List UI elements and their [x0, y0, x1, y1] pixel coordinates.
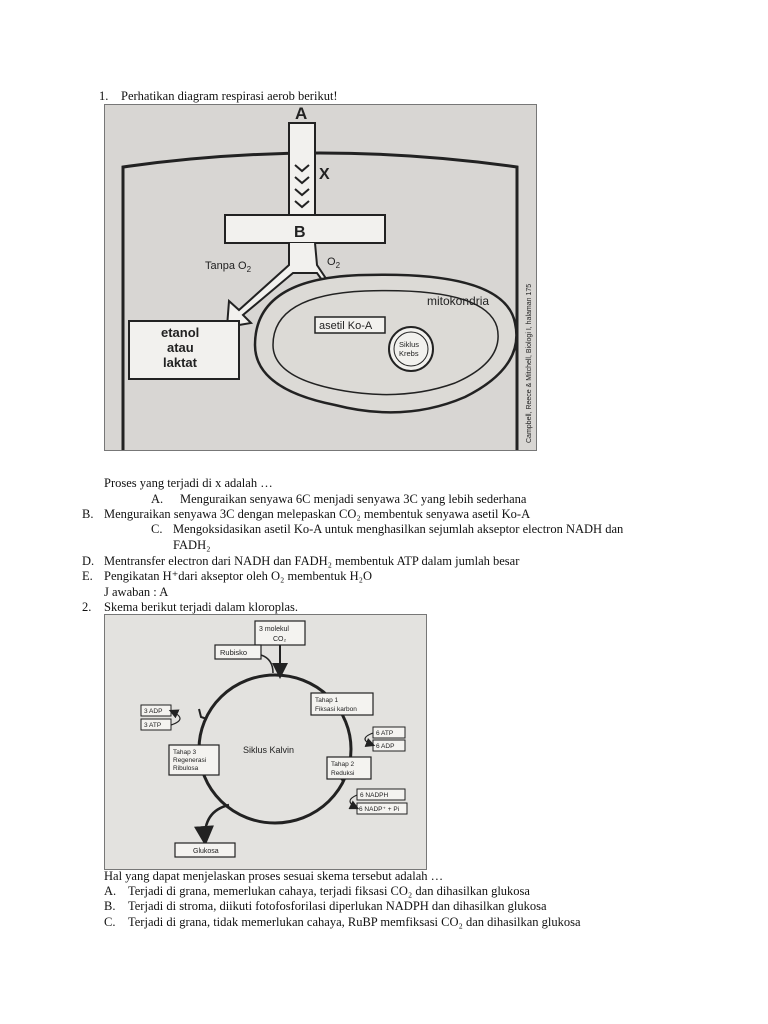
atau-label: atau — [167, 340, 194, 355]
etanol-label: etanol — [161, 325, 200, 340]
glukosa-label: Glukosa — [193, 848, 219, 855]
rubisko-label: Rubisko — [220, 648, 248, 657]
atp6-label: 6 ATP — [376, 730, 394, 737]
tahap3-line2: Regenerasi — [173, 757, 207, 764]
q1-number: 1. — [99, 89, 109, 103]
q2-option-a-letter: A. — [104, 884, 117, 898]
label-b: B — [294, 224, 306, 241]
q1-option-e-letter: E. — [82, 569, 93, 583]
adp6-label: 6 ADP — [376, 743, 395, 750]
q2-prompt: Skema berikut terjadi dalam kloroplas. — [104, 600, 299, 614]
siklus-label: Siklus — [399, 340, 420, 349]
q2-question: Hal yang dapat menjelaskan proses sesuai skema tersebut adalah … — [104, 869, 444, 883]
tahap1-line1: Tahap 1 — [315, 697, 339, 704]
respiration-diagram — [104, 104, 537, 451]
q1-prompt: Perhatikan diagram respirasi aerob berikut! — [121, 89, 338, 103]
q1-option-d-text: Mentransfer electron dari NADH dan FADH₂ membentuk ATP dalam jumlah besar — [104, 554, 520, 568]
q1-option-e-text: Pengikatan H⁺dari akseptor oleh O₂ membentuk H₂O — [104, 569, 373, 583]
q2-option-c-letter: C. — [104, 915, 116, 929]
co2-line2: CO₂ — [273, 636, 287, 643]
q1-answer: J awaban : A — [104, 585, 169, 599]
q1-option-b-text: Menguraikan senyawa 3C dengan melepaskan CO₂ membentuk senyawa asetil Ko-A — [104, 507, 531, 521]
tahap2-line1: Tahap 2 — [331, 761, 355, 768]
calvin-cycle-diagram — [104, 614, 427, 870]
calvin-center-label: Siklus Kalvin — [243, 745, 295, 755]
tahap1-line2: Fiksasi karbon — [315, 706, 357, 713]
laktat-label: laktat — [163, 355, 197, 370]
q2-option-b-text: Terjadi di stroma, diikuti fotofosforilasi diperlukan NADPH dan dihasilkan glukosa — [128, 899, 547, 913]
q2-option-a-text: Terjadi di grana, memerlukan cahaya, terjadi fiksasi CO₂ dan dihasilkan glukosa — [128, 884, 530, 898]
o2-label: $O_2$ — [327, 256, 341, 270]
asetil-label: asetil Ko-A — [319, 320, 373, 332]
q1-question: Proses yang terjadi di x adalah … — [104, 476, 273, 490]
q2-option-b-letter: B. — [104, 899, 116, 913]
nadph6-label: 6 NADPH — [360, 792, 389, 799]
tahap2-line2: Reduksi — [331, 770, 355, 777]
q1-option-b-letter: B. — [82, 507, 94, 521]
label-a: A — [295, 105, 308, 123]
atp3-label: 3 ATP — [144, 722, 162, 729]
adp3-label: 3 ADP — [144, 708, 163, 715]
q2-option-c-text: Terjadi di grana, tidak memerlukan cahaya, RuBP memfiksasi CO₂ dan dihasilkan glukosa — [128, 915, 581, 929]
q1-option-d-letter: D. — [82, 554, 95, 568]
q1-option-c-letter: C. — [151, 522, 163, 536]
source-credit: Campbell, Reece & Mitchell, Biologi I, halaman 175 — [526, 283, 533, 443]
q1-option-c-text: Mengoksidasikan asetil Ko-A untuk menghasilkan sejumlah akseptor electron NADH dan — [173, 522, 624, 536]
tanpa-o2-label: Tanpa $O_2$ — [205, 260, 252, 274]
krebs-label: Krebs — [399, 349, 419, 358]
nadp6-label: 6 NADP⁺ + Pi — [359, 806, 400, 813]
mitokondria-label: mitokondria — [427, 294, 490, 308]
co2-line1: 3 molekul — [259, 626, 289, 633]
q1-option-a-letter: A. — [151, 492, 164, 506]
tahap3-line3: Ribulosa — [173, 765, 199, 772]
q2-number: 2. — [82, 600, 92, 614]
label-x: X — [319, 166, 330, 183]
q1-option-c-cont: FADH₂ — [173, 538, 211, 552]
tahap3-line1: Tahap 3 — [173, 749, 197, 756]
q1-option-a-text: Menguraikan senyawa 6C menjadi senyawa 3C yang lebih sederhana — [180, 492, 527, 506]
